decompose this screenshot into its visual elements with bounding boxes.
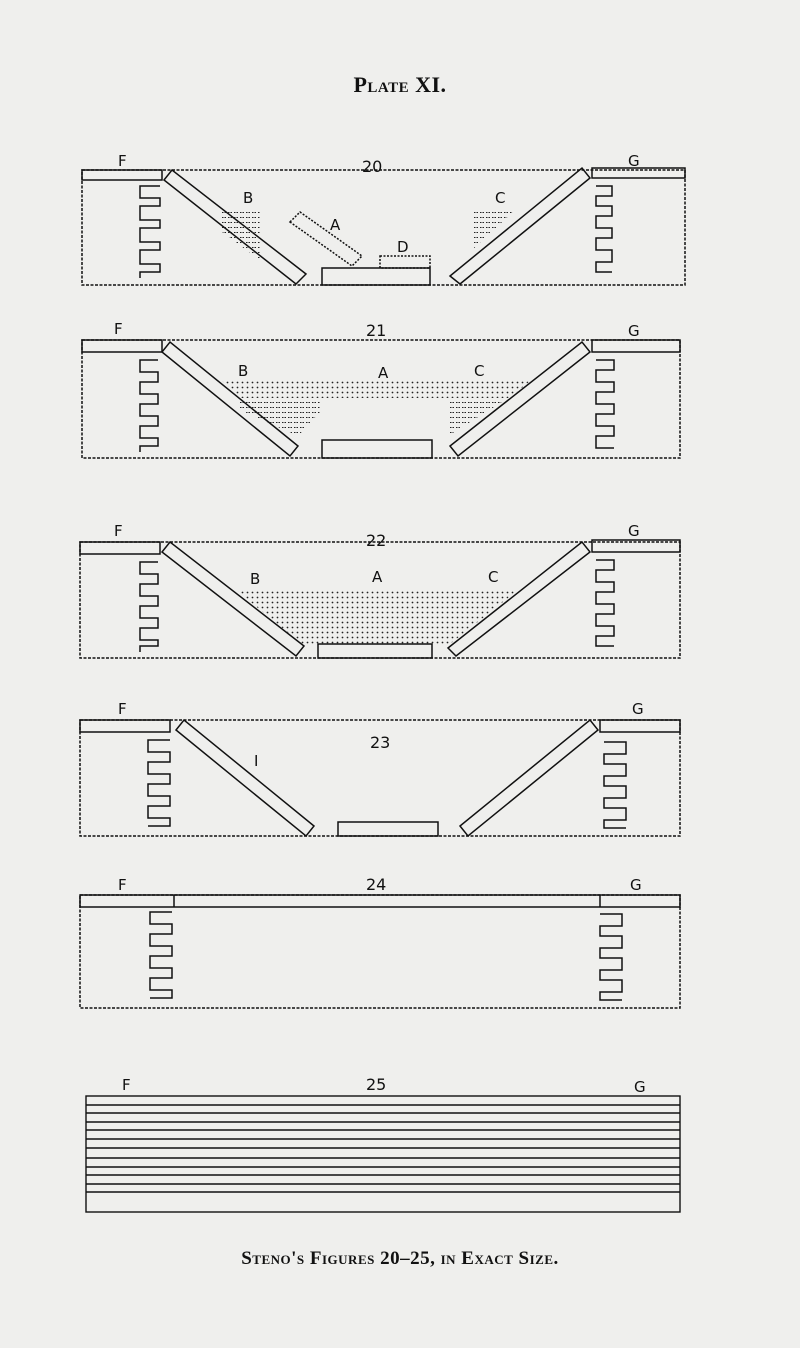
figure-21 [82,340,680,458]
fig21-right-strata [596,360,614,448]
fig22-label-f: F [114,522,123,540]
fig20-top-left [82,170,162,180]
fig20-label-d: D [397,238,409,256]
figure-25 [86,1096,680,1212]
fig23-number: 23 [370,733,391,752]
fig25-label-f: F [122,1076,131,1094]
fig21-label-g: G [628,322,640,340]
fig22-base-block [318,644,432,658]
fig20-label-f: F [118,152,127,170]
fig20-number: 20 [362,157,383,176]
fig22-top-left [80,542,160,554]
fig21-sediment-top [222,381,530,398]
fig20-block-d [380,256,430,268]
fig23-label-i: I [254,752,259,770]
plate-title: Plate XI. [353,72,447,97]
fig23-top-left [80,720,170,732]
fig20-label-b: B [243,189,254,207]
fig20-label-g: G [628,152,640,170]
fig25-label-g: G [634,1078,646,1096]
fig22-label-a: A [372,568,383,586]
fig23-right-slab [460,720,598,836]
fig21-top-left [82,340,162,352]
fig24-left-strata [150,912,172,998]
fig21-left-slab [162,342,298,456]
fig23-base-block [338,822,438,836]
fig22-label-g: G [628,522,640,540]
fig21-label-c: C [474,362,485,380]
fig21-right-slab [450,342,590,456]
fig22-number: 22 [366,531,387,550]
fig21-base-block [322,440,432,458]
fig20-label-a: A [330,216,341,234]
fig24-number: 24 [366,875,387,894]
fig22-sediment [236,590,518,644]
figure-20 [82,168,685,285]
figure-24 [80,895,680,1008]
fig24-label-g: G [630,876,642,894]
fig20-label-c: C [495,189,506,207]
fig22-label-b: B [250,570,261,588]
fig25-number: 25 [366,1075,387,1094]
fig23-top-right [600,720,680,732]
fig21-label-f: F [114,320,123,338]
fig20-right-strata [596,186,612,272]
plate-caption: Steno's Figures 20–25, in Exact Size. [241,1248,559,1269]
fig20-base-block [322,268,430,285]
fig23-left-slab [176,720,314,836]
fig20-left-strata [140,186,160,278]
fig21-hatch-c [448,400,505,436]
fig20-hatch-b [222,208,260,260]
fig22-label-c: C [488,568,499,586]
fig23-label-f: F [118,700,127,718]
fig24-label-f: F [118,876,127,894]
fig23-right-strata [604,742,626,828]
fig21-label-b: B [238,362,249,380]
fig23-label-g: G [632,700,644,718]
fig20-right-slab [450,168,590,284]
fig23-left-strata [148,740,170,826]
fig22-left-strata [140,562,158,652]
fig24-top-layer [80,895,680,907]
fig20-block-a [290,212,362,266]
figure-22 [80,540,680,658]
fig21-top-right [592,340,680,352]
fig21-label-a: A [378,364,389,382]
fig24-right-strata [600,914,622,1000]
fig22-right-strata [596,560,614,646]
fig21-number: 21 [366,321,387,340]
fig25-strata-lines [86,1105,680,1192]
fig21-left-strata [140,360,158,452]
